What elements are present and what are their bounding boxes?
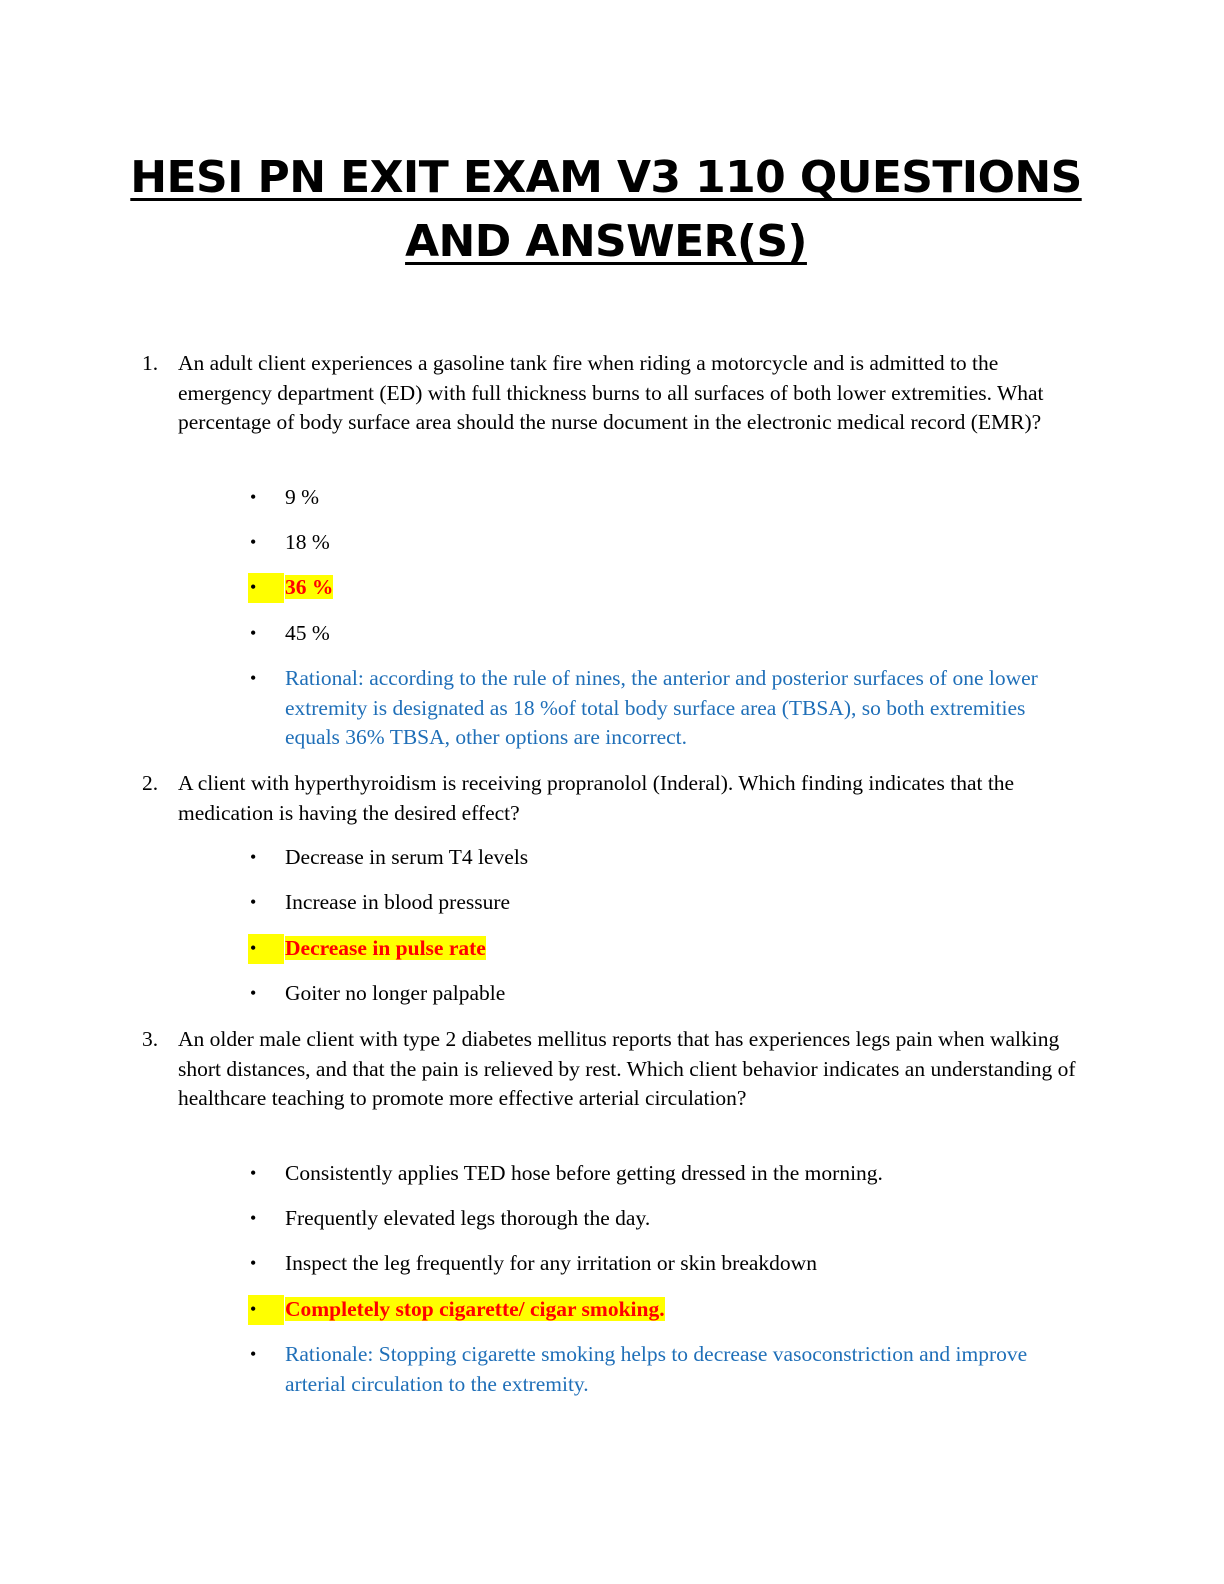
option-text: Inspect the leg frequently for any irritation or skin breakdown [285,1251,817,1275]
option-text: Consistently applies TED hose before getting dressed in the morning. [285,1161,883,1185]
answer-option [248,843,1078,873]
title-line-2: AND ANSWER(S) [405,216,807,267]
option-text: 9 % [285,485,320,509]
correct-answer-option [248,1295,1078,1325]
bullet-icon: • [250,1208,257,1228]
option-text: Increase in blood pressure [285,890,511,914]
answer-option [248,483,1078,513]
rationale-text: Rationale: Stopping cigarette smoking helps to decrease vasoconstriction and improve arterial circulation to the extremity. [285,1342,1028,1396]
bullet-icon: • [250,623,257,643]
bullet-icon: • [248,573,284,603]
answer-option [248,1204,1078,1234]
answer-option [248,1249,1078,1279]
answer-option [248,1159,1078,1189]
question-text: An adult client experiences a gasoline tank fire when riding a motorcycle and is admitted to the emergency department (ED) with full thickness burns to all surfaces of both lower extremities. What percentage of body surface area should the nurse document in the electronic medical record (EMR)? [178,351,1044,434]
correct-answer-option [248,934,1078,964]
bullet-icon: • [250,668,257,688]
bullet-icon: • [248,934,284,964]
question-3 [142,1025,1078,1114]
document-title [100,146,1112,274]
question-1 [142,349,1078,438]
correct-option-text: Decrease in pulse rate [285,936,486,960]
bullet-icon: • [250,1344,257,1364]
question-number: 3. [142,1027,159,1051]
bullet-icon: • [248,1295,284,1325]
question-2 [142,769,1078,828]
option-text: 18 % [285,530,330,554]
bullet-icon: • [250,892,257,912]
rationale [248,664,1078,753]
bullet-icon: • [250,532,257,552]
title-line-1: HESI PN EXIT EXAM V3 110 QUESTIONS [130,152,1082,203]
answer-option [248,979,1078,1009]
correct-option-text: 36 % [285,575,334,599]
bullet-icon: • [250,487,257,507]
option-text: Decrease in serum T4 levels [285,845,529,869]
bullet-icon: • [250,1163,257,1183]
bullet-icon: • [250,847,257,867]
question-number: 1. [142,351,159,375]
bullet-icon: • [250,983,257,1003]
bullet-icon: • [250,1253,257,1273]
answer-option [248,619,1078,649]
correct-answer-option [248,573,1078,603]
answer-option [248,528,1078,558]
question-text: A client with hyperthyroidism is receiving propranolol (Inderal). Which finding indicates that the medication is having the desired effect? [178,771,1015,825]
option-text: Frequently elevated legs thorough the day. [285,1206,651,1230]
rationale-text: Rational: according to the rule of nines, the anterior and posterior surfaces of one lower extremity is designated as 18 %of total body surface area (TBSA), so both extremities equals 36% TBSA, other options are incorrect. [285,666,1038,749]
correct-option-text: Completely stop cigarette/ cigar smoking. [285,1297,665,1321]
option-text: 45 % [285,621,330,645]
option-text: Goiter no longer palpable [285,981,506,1005]
answer-option [248,888,1078,918]
question-text: An older male client with type 2 diabetes mellitus reports that has experiences legs pain when walking short distances, and that the pain is relieved by rest. Which client behavior indicates an understanding of healthcare teaching to promote more effective arterial circulation? [178,1027,1076,1110]
question-number: 2. [142,771,159,795]
rationale [248,1340,1078,1399]
